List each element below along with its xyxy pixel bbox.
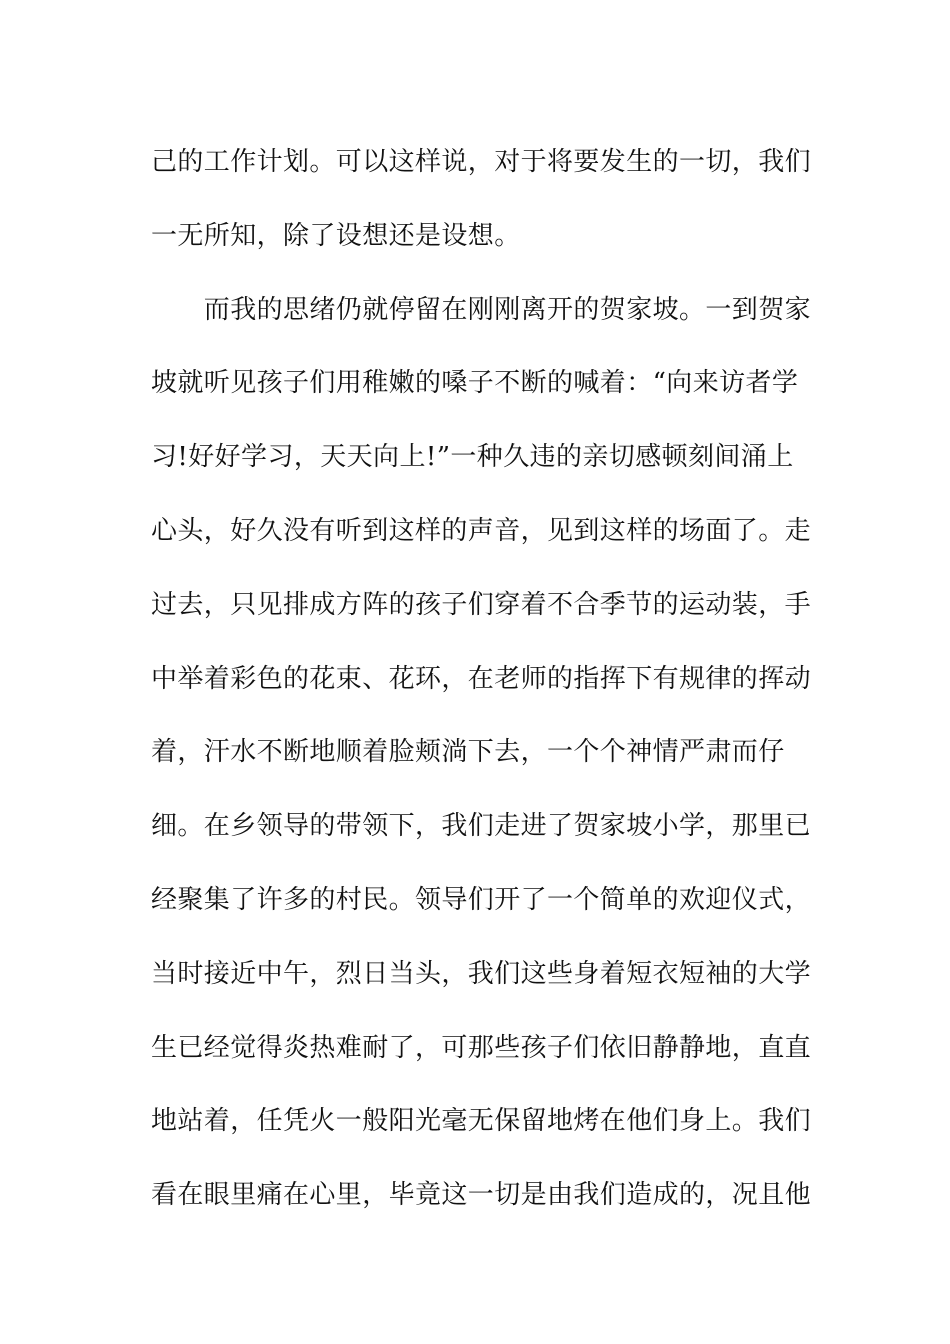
text-line: 习!好好学习，天天向上!”一种久违的亲切感顿刻间涌上 (151, 442, 794, 473)
text-line: 生已经觉得炎热难耐了，可那些孩子们依旧静静地，直直 (151, 1032, 812, 1063)
text-line: 着，汗水不断地顺着脸颊淌下去，一个个神情严肃而仔 (151, 737, 785, 768)
text-line: 地站着，任凭火一般阳光毫无保留地烤在他们身上。我们 (151, 1106, 812, 1137)
text-line: 过去，只见排成方阵的孩子们穿着不合季节的运动装，手 (151, 589, 812, 620)
text-line: 中举着彩色的花束、花环，在老师的指挥下有规律的挥动 (151, 663, 812, 694)
text-line: 看在眼里痛在心里，毕竟这一切是由我们造成的，况且他 (151, 1180, 812, 1211)
text-line: 坡就听见孩子们用稚嫩的嗓子不断的喊着：“向来访者学 (151, 368, 799, 399)
text-line: 而我的思绪仍就停留在刚刚离开的贺家坡。一到贺家 (151, 294, 812, 325)
body-text (151, 126, 812, 1233)
text-line: 细。在乡领导的带领下，我们走进了贺家坡小学，那里已 (151, 811, 812, 842)
text-line: 经聚集了许多的村民。领导们开了一个简单的欢迎仪式， (151, 884, 812, 915)
text-line: 心头，好久没有听到这样的声音，见到这样的场面了。走 (151, 515, 812, 546)
text-line: 当时接近中午，烈日当头，我们这些身着短衣短袖的大学 (151, 958, 812, 989)
text-line: 己的工作计划。可以这样说，对于将要发生的一切，我们 (151, 147, 812, 177)
text-line: 一无所知，除了设想还是设想。 (151, 220, 521, 251)
